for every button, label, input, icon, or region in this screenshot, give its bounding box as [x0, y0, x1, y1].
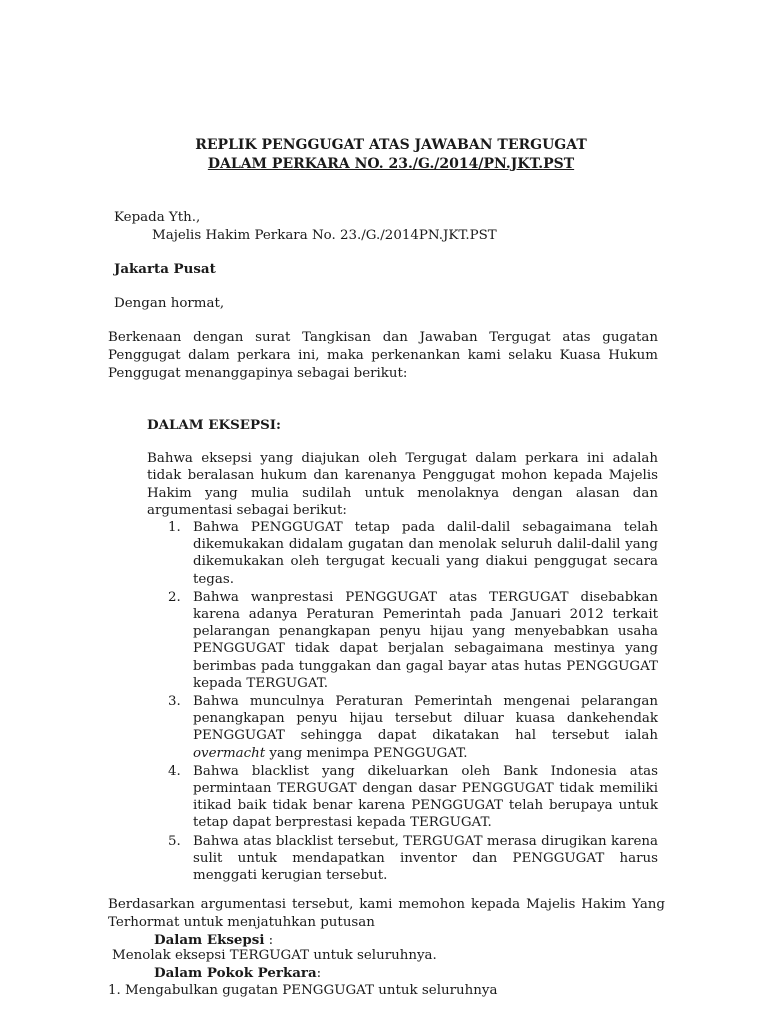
list-item-text: Bahwa PENGGUGAT tetap pada dalil-dalil sebagaimana telah dikemukakan didalam gugatan dan menolak seluruh dalil-dalil yang dikemukakan oleh tergugat kecuali yang diakui penggugat secara tegas. — [193, 520, 658, 587]
pokok-request-1: 1. Mengabulkan gugatan PENGGUGAT untuk seluruhnya — [108, 983, 498, 998]
list-item — [164, 763, 658, 832]
conclusion-paragraph: Berdasarkan argumentasi tersebut, kami memohon kepada Majelis Hakim Yang Terhormat untuk menjatuhkan putusan — [108, 897, 665, 930]
dalam-eksepsi-colon: : — [264, 933, 274, 948]
salutation-to: Kepada Yth., — [114, 210, 201, 225]
document-title-line1: REPLIK PENGGUGAT ATAS JAWABAN TERGUGAT — [195, 137, 587, 153]
recipient-line: Majelis Hakim Perkara No. 23./G./2014PN.JKT.PST — [152, 228, 497, 243]
eksepsi-request: Menolak eksepsi TERGUGAT untuk seluruhnya. — [112, 948, 437, 963]
list-item — [164, 833, 658, 885]
document-title-line2: DALAM PERKARA NO. 23./G./2014/PN.JKT.PST — [207, 156, 575, 172]
greeting: Dengan hormat, — [114, 296, 225, 311]
list-item — [164, 519, 658, 588]
list-item-number: 3. — [168, 694, 181, 710]
list-item — [164, 693, 658, 762]
list-item-text: Bahwa munculnya Peraturan Pemerintah mengenai pelarangan penangkapan penyu hijau tersebut diluar kuasa dankehendak PENGGUGAT sehingga dapat dikatakan hal tersebut ialah — [193, 694, 658, 744]
intro-paragraph: Berkenaan dengan surat Tangkisan dan Jawaban Tergugat atas gugatan Penggugat dalam perkara ini, maka perkenankan kami selaku Kuasa Hukum Penggugat menanggapinya sebagai berikut: — [108, 330, 658, 381]
pokok-perkara-label: Dalam Pokok Perkara — [154, 965, 317, 981]
list-item-text-end: yang menimpa PENGGUGAT. — [265, 745, 468, 761]
eksepsi-list — [164, 519, 658, 884]
eksepsi-intro-paragraph: Bahwa eksepsi yang diajukan oleh Tergugat dalam perkara ini adalah tidak beralasan hukum dan karenanya Penggugat mohon kepada Majelis Hakim yang mulia sudilah untuk menolaknya dengan alasan dan argumentasi sebagai berikut: — [147, 451, 658, 519]
list-item — [164, 589, 658, 692]
list-item-text: Bahwa atas blacklist tersebut, TERGUGAT merasa dirugikan karena sulit untuk mendapatkan inventor dan PENGGUGAT harus menggati kerugian tersebut. — [193, 833, 658, 884]
list-item-number: 2. — [168, 589, 181, 605]
pokok-perkara-heading — [154, 965, 321, 981]
list-item-text: Bahwa wanprestasi PENGGUGAT atas TERGUGAT disebabkan karena adanya Peraturan Pemerintah pada Januari 2012 terkait pelarangan penangkapan penyu hijau yang menyebabkan usaha PENGGUGAT tidak dapat berjalan sebagaimana mestinya yang berimbas pada tunggakan dan gagal bayar atas hutas PENGGUGAT kepada TERGUGAT. — [193, 589, 658, 691]
list-item-number: 4. — [168, 763, 181, 779]
list-item-number: 1. — [168, 520, 181, 535]
recipient-city: Jakarta Pusat — [114, 261, 216, 277]
list-item-italic-term: overmacht — [193, 745, 266, 761]
list-item-text: Bahwa blacklist yang dikeluarkan oleh Bank Indonesia atas permintaan TERGUGAT dengan dasar PENGGUGAT tidak memiliki itikad baik tidak benar karena PENGGUGAT telah berupaya untuk tetap dapat berprestasi kepada TERGUGAT. — [193, 763, 658, 831]
dalam-eksepsi-heading — [154, 932, 273, 948]
pokok-perkara-colon: : — [316, 966, 322, 981]
dalam-eksepsi-label: Dalam Eksepsi — [154, 932, 265, 948]
list-item-number: 5. — [168, 833, 181, 849]
eksepsi-heading: DALAM EKSEPSI: — [147, 417, 281, 433]
